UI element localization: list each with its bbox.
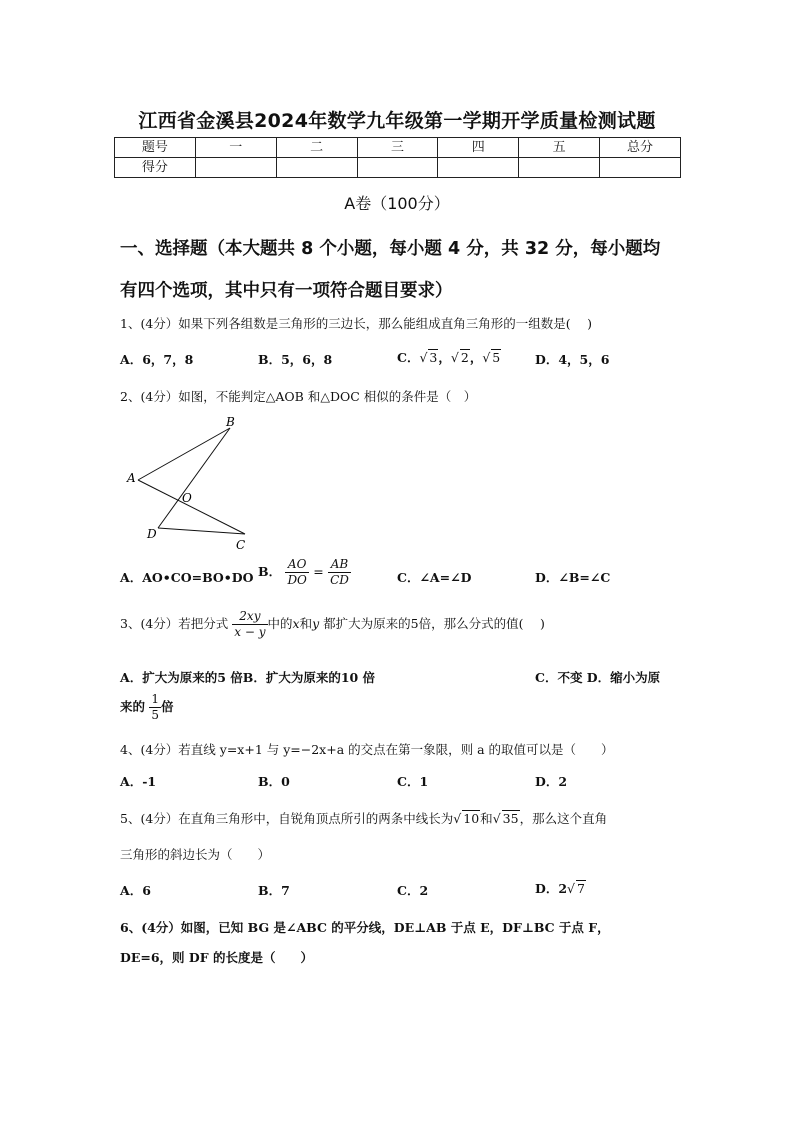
score-header-cell: 一 xyxy=(195,138,276,158)
section-heading-line1: 一、选择题（本大题共 8 个小题，每小题 4 分，共 32 分，每小题均 xyxy=(120,239,661,259)
score-cell[interactable] xyxy=(438,158,519,178)
score-header-cell: 三 xyxy=(357,138,438,158)
q6-text-line1: 6、(4分）如图，已知 BG 是∠ABC 的平分线，DE⊥AB 于点 E，DF⊥BC 于点 F， xyxy=(120,920,610,935)
segment-ab xyxy=(138,428,230,480)
q1-option-b: B．5，6，8 xyxy=(258,352,333,367)
score-header-cell: 题号 xyxy=(115,138,196,158)
q3-mid: 中的 xyxy=(267,616,293,631)
q4-option-a: A．-1 xyxy=(120,774,157,789)
q4-option-d: D．2 xyxy=(535,774,568,789)
q2-option-b-fraction-2: $\frac{AB}{CD}$ xyxy=(330,557,349,587)
q5-radicand-1: 10 xyxy=(463,811,480,826)
q4-text: 4、(4分）若直线 y=x+1 与 y=−2x+a 的交点在第一象限，则 a 的取值可以是（ ） xyxy=(120,742,614,757)
score-table-score-row xyxy=(115,158,681,178)
q3-var-x: x xyxy=(292,616,300,631)
q2-option-d: D．∠B=∠C xyxy=(535,570,611,585)
score-cell[interactable] xyxy=(600,158,681,178)
segment-ac xyxy=(138,480,245,534)
score-header-cell: 二 xyxy=(276,138,357,158)
vertex-label-a: A xyxy=(127,471,136,485)
score-header-cell: 五 xyxy=(519,138,600,158)
q5-text-line2: 三角形的斜边长为（ ） xyxy=(120,847,271,862)
score-cell[interactable] xyxy=(276,158,357,178)
q1-option-c-sep-1: ， xyxy=(438,350,451,365)
score-table-header-row xyxy=(115,138,681,158)
segment-bd xyxy=(158,428,230,528)
score-cell[interactable] xyxy=(519,158,600,178)
q2-option-b-equals: = xyxy=(313,564,324,579)
vertex-label-b: B xyxy=(226,415,235,429)
q1-text: 1、(4分）如果下列各组数是三角形的三边长，那么能组成直角三角形的一组数是( ) xyxy=(120,316,593,331)
q3-and: 和 xyxy=(299,616,313,631)
q1-option-c-radicand-1: 3 xyxy=(429,350,438,365)
vertex-label-c: C xyxy=(236,538,246,552)
q5-option-b: B．7 xyxy=(258,883,290,898)
q6-text-line2: DE=6，则 DF 的长度是（ ） xyxy=(120,950,313,965)
q1-option-c-sep-2: ， xyxy=(469,350,483,365)
q5-prefix: 5、(4分）在直角三角形中，自锐角顶点所引的两条中线长为 xyxy=(120,811,454,826)
q3-option-ab: A．扩大为原来的5 倍B．扩大为原来的10 倍 xyxy=(120,670,376,685)
q3-text xyxy=(120,609,545,640)
vertex-label-d: D xyxy=(147,527,157,541)
section-heading xyxy=(120,228,690,312)
q5-option-c: C．2 xyxy=(397,883,429,898)
q3-cont-suffix: 倍 xyxy=(161,699,174,714)
q1-option-c-radicand-2: 2 xyxy=(460,350,469,365)
q2-text: 2、(4分）如图，不能判定△AOB 和△DOC 相似的条件是（ ） xyxy=(120,389,477,404)
q3-prefix: 3、(4分）若把分式 xyxy=(120,616,229,631)
q3-fraction: $\frac{2xy}{x - y}$ xyxy=(234,609,266,639)
q3-var-y: y xyxy=(312,616,320,631)
q5-option-a: A．6 xyxy=(120,883,151,898)
q3-cont-fraction: $\frac{1}{5}$ xyxy=(151,692,160,722)
q5-option-d-radicand: 7 xyxy=(577,881,585,896)
segment-dc xyxy=(158,528,245,534)
q2-option-b-prefix: B． xyxy=(258,564,282,579)
section-heading-line2: 有四个选项，其中只有一项符合题目要求） xyxy=(120,281,453,301)
q5-option-d-prefix: D．2 xyxy=(535,881,568,896)
q3-cont-prefix: 来的 xyxy=(120,699,146,714)
q2-triangle-figure xyxy=(118,410,268,558)
volume-heading: A卷（100分） xyxy=(344,194,450,213)
score-cell[interactable] xyxy=(195,158,276,178)
score-header-cell: 四 xyxy=(438,138,519,158)
exam-title: 江西省金溪县2024年数学九年级第一学期开学质量检测试题 xyxy=(138,110,656,132)
q2-option-a: A．AO•CO=BO•DO xyxy=(120,570,254,585)
q1-option-a: A．6，7，8 xyxy=(120,352,194,367)
q5-option-d: D．2√ 7 xyxy=(535,881,585,896)
q5-suffix: ，那么这个直角 xyxy=(519,811,608,826)
q2-option-b-fraction-1: $\frac{AO}{DO}$ xyxy=(287,557,307,587)
q5-text: 5、(4分）在直角三角形中，自锐角顶点所引的两条中线长为√ 10和√ 35，那么这个直角 xyxy=(120,811,608,826)
vertex-label-o: O xyxy=(182,491,192,505)
score-row-label: 得分 xyxy=(115,158,196,178)
q1-option-d: D．4，5，6 xyxy=(535,352,610,367)
score-header-cell: 总分 xyxy=(600,138,681,158)
score-cell[interactable] xyxy=(357,158,438,178)
q3-suffix: 都扩大为原来的5倍，那么分式的值( ) xyxy=(323,616,545,631)
q5-and: 和 xyxy=(480,811,493,826)
q2-option-b xyxy=(258,557,351,588)
q4-option-b: B．0 xyxy=(258,774,290,789)
q3-option-cd: C．不变 D．缩小为原 xyxy=(535,670,661,685)
q3-option-d-continuation xyxy=(120,692,174,723)
q2-option-c: C．∠A=∠D xyxy=(397,570,472,585)
score-table xyxy=(114,137,681,178)
q1-option-c-radicand-3: 5 xyxy=(492,350,501,365)
q5-radicand-2: 35 xyxy=(502,811,519,826)
q1-option-c-prefix: C． xyxy=(397,350,420,365)
q4-option-c: C．1 xyxy=(397,774,429,789)
q1-option-c: C．√ 3，√ 2，√ 5 xyxy=(397,350,501,365)
